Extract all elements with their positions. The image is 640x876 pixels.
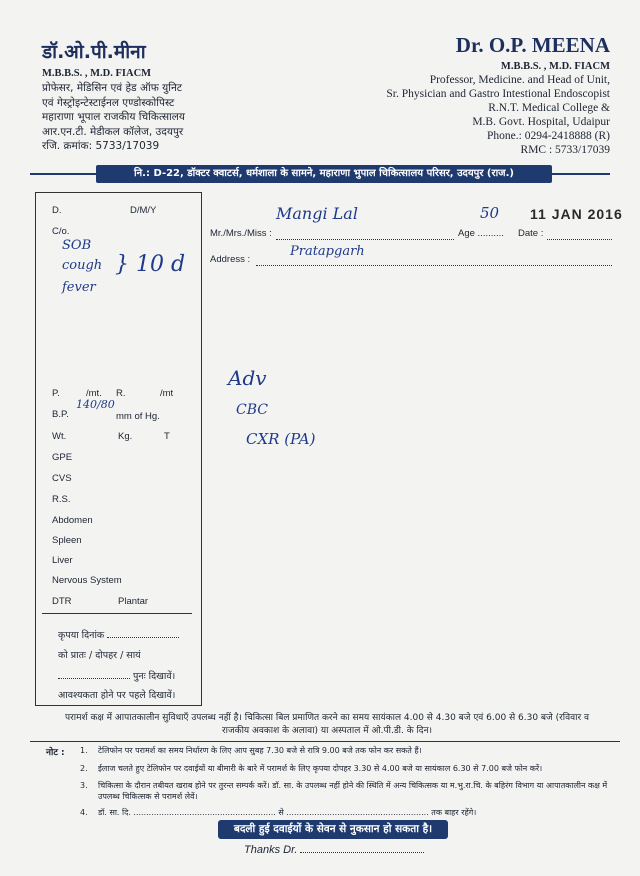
patient-name-field[interactable] <box>276 228 454 240</box>
p-unit: /mt. <box>86 388 102 399</box>
age-value: 50 <box>480 204 500 222</box>
header-right <box>290 33 610 157</box>
en-line-3: R.N.T. Medical College & <box>488 102 610 114</box>
appt-date-label: कृपया दिनांक <box>58 630 105 641</box>
notes-divider <box>30 741 620 742</box>
rx-cbc: CBC <box>236 402 268 418</box>
hindi-line-1: प्रोफेसर, मेडिसिन एवं हेड ऑफ युनिट <box>42 82 183 94</box>
note-4 <box>80 807 610 818</box>
spleen-label: Spleen <box>52 535 82 546</box>
bp-value: 140/80 <box>76 398 115 411</box>
hindi-line-4: आर.एन.टी. मेडीकल कॉलेज, उदयपुर <box>42 125 184 138</box>
co-note-1: SOB <box>62 238 92 253</box>
abdomen-label: Abdomen <box>52 515 93 526</box>
liver-label: Liver <box>52 555 73 566</box>
appt-revisit-label: पुनः दिखावें। <box>133 671 176 682</box>
gpe-label: GPE <box>52 452 73 463</box>
panel-divider <box>42 613 192 614</box>
note-text: डॉ. सा. दि. ........................................................ से ........................................................ तक बाहर रहेंगे। <box>98 808 477 817</box>
rx-advice: Adv <box>228 366 267 390</box>
en-line-5: Phone.: 0294-2418888 (R) <box>487 130 610 142</box>
en-line-6: RMC : 5733/17039 <box>520 144 610 156</box>
note-num: 4. <box>80 808 88 817</box>
kg-label: Kg. <box>118 431 133 442</box>
plantar-label: Plantar <box>118 596 149 607</box>
bp-label: B.P. <box>52 409 69 420</box>
r-label: R. <box>116 388 126 399</box>
address-bar: नि.: D-22, डॉक्टर क्वाटर्स, धर्मशाला के सामने, महाराणा भुपाल चिकित्सालय परिसर, उदयपुर (राज.) <box>96 165 552 183</box>
notes-label: नोट : <box>46 748 65 758</box>
patient-name-value: Mangi Lal <box>276 204 358 223</box>
appt-line-3 <box>58 669 175 682</box>
bp-unit: mm of Hg. <box>116 411 160 422</box>
doctor-name: Dr. O.P. MEENA <box>455 33 610 57</box>
note-1 <box>80 745 610 756</box>
rs-label: R.S. <box>52 494 71 505</box>
co-note-2: cough <box>62 258 103 273</box>
appt-time-label: को प्रातः / दोपहर / सायं <box>58 650 141 661</box>
thanks-line <box>244 844 424 856</box>
thanks-field[interactable] <box>300 852 424 853</box>
dtr-label: DTR <box>52 596 72 607</box>
note-2 <box>80 763 610 774</box>
thanks-label: Thanks Dr. <box>244 844 298 856</box>
warning-banner: बदली हुई दवाईयों के सेवन से नुकसान हो सकता है। <box>218 820 448 839</box>
t-label: T <box>164 431 170 442</box>
note-text: ईलाज चलते हुए टेलिफोन पर दवाईयों या बीमारी के बारे में परामर्श के लिए कृपया दोपहर 3.30 से 4.00 बजे या सायंकाल 6.30 से 7.00 बजे फोन करें। <box>98 764 543 773</box>
note-num: 1. <box>80 746 88 755</box>
degree-left: M.B.B.S. , M.D. FIACM <box>42 68 152 79</box>
note-3 <box>80 780 610 802</box>
nervous-system-label: Nervous System <box>52 575 122 586</box>
date-stamp: 11 JAN 2016 <box>530 206 623 222</box>
address-label: Address : <box>210 254 251 265</box>
r-unit: /mt <box>160 388 174 399</box>
age-label: Age .......... <box>458 228 504 239</box>
address-value: Pratapgarh <box>290 244 365 259</box>
co-label: C/o. <box>52 226 70 237</box>
dmy-label: D/M/Y <box>130 205 157 216</box>
hindi-line-3: महाराणा भूपाल राजकीय चिकित्सालय <box>42 111 185 123</box>
note-text: चिकित्सा के दौरान तबीयत खराब होने पर तुरन्त सम्पर्क करें। डॉ. सा. के उपलब्ध नहीं होने की स्थिति में अन्य चिकित्सक या म.भु.रा.चि. के बहिरंग विभाग या आपातकालीन कक्ष में उपलब्ध चिकित्सक से परामर्श लेवें। <box>98 781 608 801</box>
en-line-1: Professor, Medicine. and Head of Unit, <box>429 74 610 86</box>
cvs-label: CVS <box>52 473 72 484</box>
note-num: 3. <box>80 781 88 790</box>
patient-name-label: Mr./Mrs./Miss : <box>210 228 272 239</box>
emergency-notice: परामर्श कक्ष में आपातकालीन सुविधाएँ उपलब्ध नहीं है। चिकित्सा बिल प्रमाणित करने का समय सायंकाल 4.00 से 4.30 बजे एवं 6.00 से 6.30 बजे (रविवार व राजकीय अवकाश के अलावा) या अस्पताल में ओ.पी.डी. के दिन। <box>64 713 590 736</box>
d-label: D. <box>52 205 62 216</box>
p-label: P. <box>52 388 60 399</box>
degree-right: M.B.B.S. , M.D. FIACM <box>500 61 610 72</box>
note-text: टेलिफोन पर परामर्श का समय निर्धारण के लिए आप सुबह 7.30 बजे से रात्रि 9.00 बजे तक फोन कर सकते हैं। <box>98 746 422 755</box>
rx-cxr: CXR (PA) <box>246 430 316 448</box>
wt-label: Wt. <box>52 431 67 442</box>
doctor-name-hindi: डॉ.ओ.पी.मीना <box>42 41 146 63</box>
note-num: 2. <box>80 764 88 773</box>
en-line-4: M.B. Govt. Hospital, Udaipur <box>472 116 610 128</box>
co-duration: } 10 d <box>115 252 186 277</box>
hindi-line-5: रजि. क्रमांक: 5733/17039 <box>42 140 160 152</box>
appt-early-label: आवश्यकता होने पर पहले दिखावें। <box>58 690 176 701</box>
hindi-line-2: एवं गेस्ट्रोइन्टेस्टाईनल एण्डोस्कोपिस्ट <box>42 96 175 109</box>
date-field[interactable] <box>547 228 612 240</box>
appt-line-1 <box>58 628 179 641</box>
co-note-3: fever <box>62 280 96 295</box>
appt-revisit-field[interactable] <box>58 678 130 679</box>
en-line-2: Sr. Physician and Gastro Intestional Endoscopist <box>386 88 610 100</box>
date-label: Date : <box>518 228 544 239</box>
appt-date-field[interactable] <box>107 637 179 638</box>
